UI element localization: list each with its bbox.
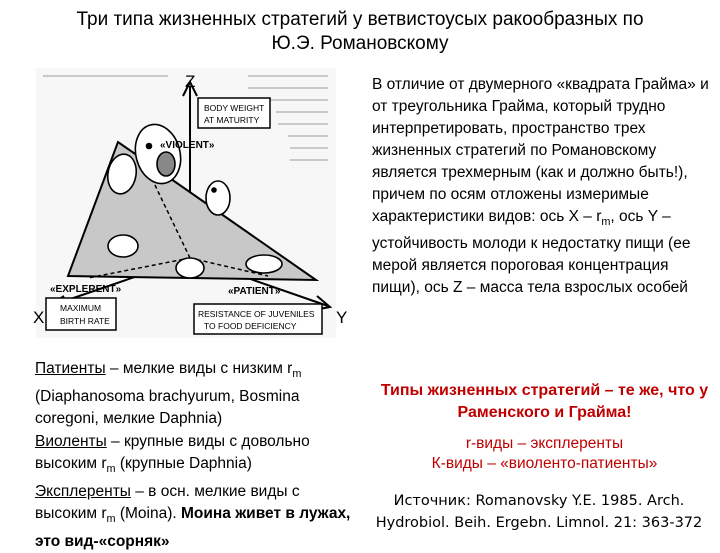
violents-word: Виоленты <box>35 432 107 450</box>
patients-sub: m <box>292 368 302 381</box>
title-line-2: Ю.Э. Романовскому <box>271 33 449 54</box>
source-line-2: Hydrobiol. Beih. Ergebn. Limnol. 21: 363-372 <box>375 515 703 531</box>
violents-species: (крупные Daphnia) <box>115 455 252 473</box>
box-z-line2: AT MATURITY <box>204 115 260 125</box>
bosmina <box>176 258 204 278</box>
diaphanosoma <box>246 255 282 273</box>
patients-species: (Diaphanosoma brachyurum, Bosmina coregoni, мелкие Daphnia) <box>35 387 300 428</box>
label-violent: «VIOLENT» <box>160 140 215 151</box>
patients-paragraph <box>35 358 365 431</box>
explerents-desc: – в осн. мелкие виды с высоким r <box>35 482 300 523</box>
label-patient: «PATIENT» <box>228 286 281 297</box>
title-line-1: Три типа жизненных стратегий у ветвистоусых ракообразных по <box>76 9 644 30</box>
explerents-species: (Moina). <box>115 505 181 523</box>
daphnia-right <box>206 181 230 215</box>
source-line-1: Источник: Romanovsky Y.E. 1985. Arch. <box>393 493 685 509</box>
right-text-sub: m <box>601 216 611 229</box>
axis-x-label: X <box>33 308 45 327</box>
right-text-part2: , ось Y – устойчивость молоди к недостатку пищи (ее мерой является пороговая концентрация пищи), ось Z – масса тела взрослых особей <box>372 208 691 297</box>
violents-desc: – крупные виды с довольно высоким r <box>35 432 310 473</box>
axis-z-label: Z <box>185 72 196 91</box>
k-types: К-виды – «виоленто-патиенты» <box>431 455 658 472</box>
box-x-line1: MAXIMUM <box>60 303 102 313</box>
moina-left <box>108 235 138 257</box>
violents-sub: m <box>106 463 116 476</box>
box-y-line1: RESISTANCE OF JUVENILES <box>198 309 315 319</box>
r-k-types <box>372 434 717 474</box>
box-z-line1: BODY WEIGHT <box>204 103 265 113</box>
left-description <box>35 358 365 553</box>
patients-word: Патиенты <box>35 360 106 377</box>
explerents-paragraph <box>35 481 365 553</box>
types-heading: Типы жизненных стратегий – те же, что у Раменского и Грайма! <box>380 382 709 421</box>
box-x-line2: BIRTH RATE <box>60 316 110 326</box>
diagram-svg <box>28 68 358 338</box>
source-citation <box>364 490 714 534</box>
patients-desc: – мелкие виды с низким r <box>105 360 293 377</box>
box-y-line2: TO FOOD DEFICIENCY <box>204 321 297 331</box>
violents-paragraph <box>35 431 365 481</box>
axis-y-label: Y <box>336 308 348 327</box>
explerents-bold: Моина живет в лужах, это вид-«сорняк» <box>35 505 351 550</box>
right-text-part1: В отличие от двумерного «квадрата Грайма» и от треугольника Грайма, который трудно интерпретировать, пространство трех жизненных стратегий по Романовскому является трехмерным (как и должно быть!), причем по осям отложены измеримые характеристики видов: ось X – r <box>372 76 709 225</box>
slide-title <box>0 8 720 56</box>
explerents-word: Эксплеренты <box>35 482 131 500</box>
strategy-diagram <box>28 68 358 338</box>
label-explerent: «EXPLERENT» <box>50 284 122 295</box>
right-description <box>372 74 712 299</box>
r-types: r-виды – эксплеренты <box>465 435 624 452</box>
explerents-sub: m <box>106 513 116 526</box>
